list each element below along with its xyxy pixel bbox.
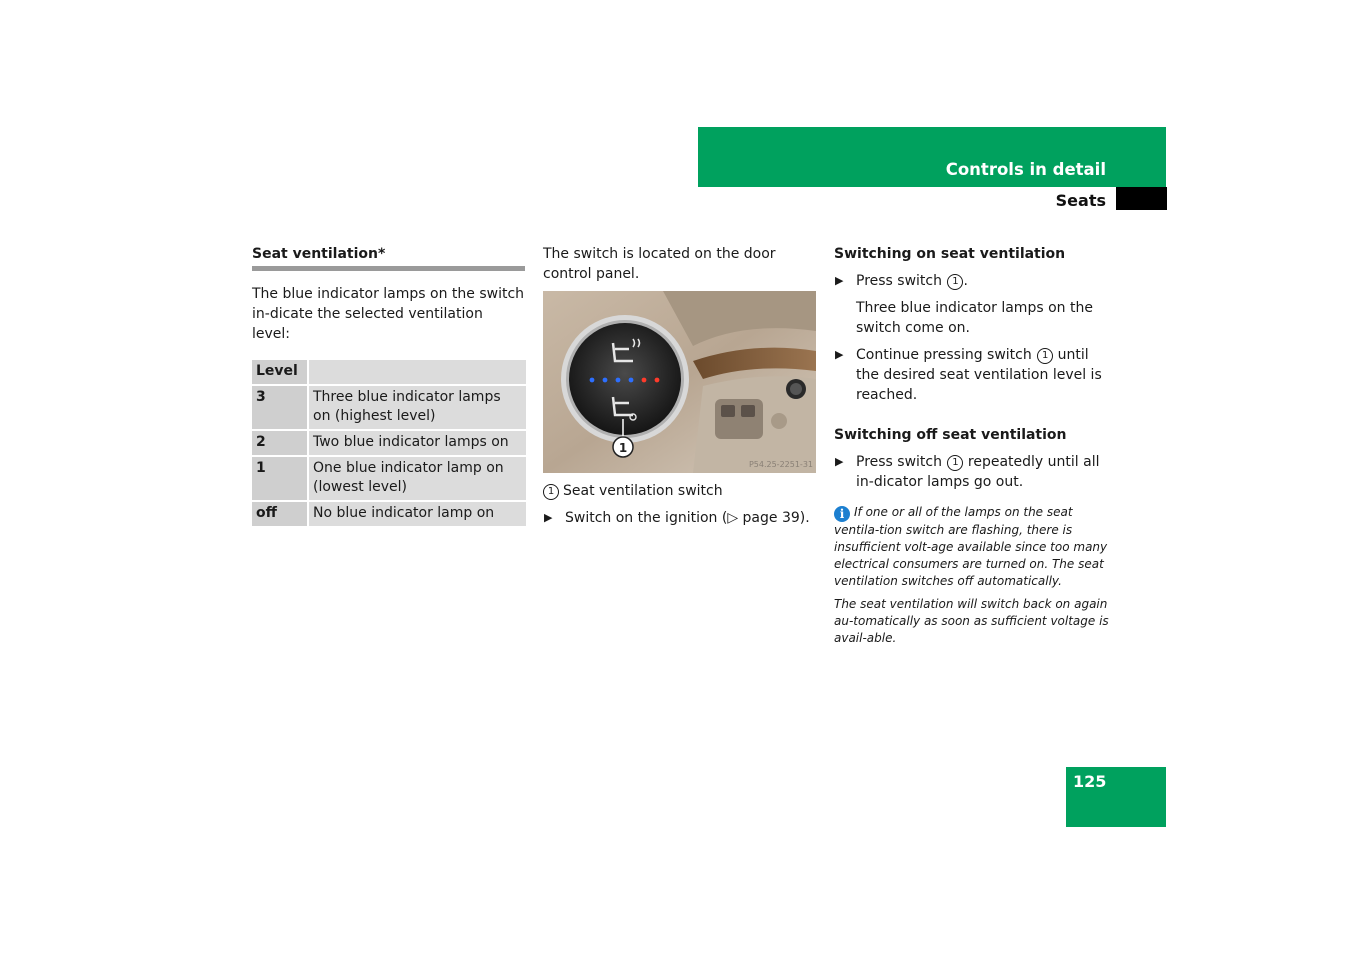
switching-on-heading: Switching on seat ventilation (834, 246, 1066, 262)
level-cell: off (252, 502, 307, 526)
instruction-text: until the desired seat ventilation level is reached. (856, 347, 1102, 403)
callout-number: 1 (947, 455, 963, 471)
column-seat-ventilation (252, 244, 525, 528)
caption-text: Seat ventilation switch (563, 483, 723, 499)
note-text: If one or all of the lamps on the seat ventila-tion switch are flashing, there is insufficient volt-age available since too many electrical consumers are turned on. The seat ventilation switches off automatically. (834, 505, 1108, 588)
bullet-arrow-icon: ▶ (835, 348, 844, 361)
level-cell: 2 (252, 431, 307, 455)
callout-number: 1 (543, 484, 559, 500)
table-row (252, 502, 526, 526)
table-header-level: Level (252, 360, 307, 384)
instruction-step (834, 345, 1109, 405)
photo-caption (543, 481, 816, 501)
info-note (834, 504, 1109, 590)
instruction-text: Press switch (856, 454, 947, 470)
table-row (252, 457, 526, 500)
bullet-arrow-icon: ▶ (835, 274, 844, 287)
intro-text: The blue indicator lamps on the switch in-dicate the selected ventilation level: (252, 286, 525, 342)
bullet-arrow-icon: ▶ (544, 511, 553, 524)
result-text: Three blue indicator lamps on the switch come on. (856, 300, 1093, 336)
description-cell: Three blue indicator lamps on (highest level) (309, 386, 526, 429)
table-row (252, 386, 526, 429)
instruction-text: Press switch (856, 273, 947, 289)
section-heading: Seat ventilation* (252, 246, 386, 262)
subsection-marker (1116, 187, 1167, 210)
column-switch-location (543, 244, 816, 528)
location-text: The switch is located on the door control panel. (543, 246, 776, 282)
description-cell: Two blue indicator lamps on (309, 431, 526, 455)
callout-number: 1 (947, 274, 963, 290)
ventilation-level-table (252, 358, 526, 528)
switching-off-heading: Switching off seat ventilation (834, 427, 1067, 443)
photo-code: P54.25-2251-31 (748, 460, 813, 469)
page-number: 125 (1073, 772, 1107, 791)
level-cell: 3 (252, 386, 307, 429)
heading-rule (252, 266, 525, 271)
callout-number: 1 (1037, 348, 1053, 364)
instruction-text: repeatedly until all in-dicator lamps go out. (856, 454, 1100, 490)
instruction-step (834, 452, 1109, 492)
instruction-step (834, 271, 1109, 291)
description-cell: No blue indicator lamp on (309, 502, 526, 526)
table-header-row (252, 360, 526, 384)
section-title: Controls in detail (945, 160, 1106, 179)
bullet-arrow-icon: ▶ (835, 455, 844, 468)
table-header-desc (309, 360, 526, 384)
instruction-text: . (963, 273, 968, 289)
info-icon: i (834, 506, 850, 522)
photo-callout: 1 (618, 441, 628, 455)
table-row (252, 431, 526, 455)
door-panel-photo (543, 291, 816, 473)
subsection-title: Seats (1055, 191, 1106, 210)
column-operation (834, 244, 1109, 647)
level-cell: 1 (252, 457, 307, 500)
instruction-step (543, 508, 816, 528)
note-text-2: The seat ventilation will switch back on again au-tomatically as soon as sufficient voltage is avail-able. (834, 597, 1109, 645)
description-cell: One blue indicator lamp on (lowest level) (309, 457, 526, 500)
instruction-text: Continue pressing switch (856, 347, 1037, 363)
instruction-text: Switch on the ignition (▷ page 39). (565, 510, 810, 526)
